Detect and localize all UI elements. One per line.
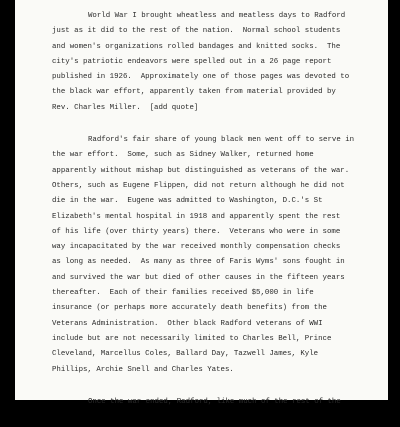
text-line: include but are not necessarily limited to Charles Bell, Prince — [52, 334, 332, 343]
text-line: as long as needed. As many as three of Faris Wyms' sons fought in — [52, 258, 345, 267]
text-line: and survived the war but died of other causes in the fifteen years — [52, 273, 345, 282]
text-line: Veterans Administration. Other black Radford veterans of WWI — [52, 319, 323, 328]
text-line: Cleveland, Marcellus Coles, Ballard Day, Tazwell James, Kyle — [52, 350, 319, 359]
document-page — [15, 0, 388, 406]
text-line: World War I brought wheatless and meatless days to Radford — [88, 12, 346, 20]
text-line: of his life (over thirty years) there. Veterans who were in some — [52, 227, 341, 236]
paragraph-2 — [52, 133, 367, 378]
text-line: and women's organizations rolled bandages and knitted socks. The — [52, 42, 341, 51]
text-line: the black war effort, apparently taken from material provided by — [52, 88, 336, 97]
text-line: the war effort. Some, such as Sidney Walker, returned home — [52, 151, 314, 160]
text-line: Others, such as Eugene Flippen, did not return although he did not — [52, 181, 345, 190]
text-line: insurance (or perhaps more accurately death benefits) from the — [52, 304, 327, 313]
text-line: city's patriotic endeavors were spelled out in a 26 page report — [52, 57, 332, 66]
text-line: Rev. Charles Miller. [add quote] — [52, 103, 199, 112]
text-line: just as it did to the rest of the nation. Normal school students — [52, 27, 341, 36]
paragraph-1 — [52, 9, 367, 116]
text-line: thereafter. Each of their families received $5,000 in life — [52, 289, 314, 298]
text-line: Radford's fair share of young black men went off to serve in — [88, 136, 355, 145]
text-line: die in the war. Eugene was admitted to Washington, D.C.'s St — [52, 197, 323, 206]
text-line: Once the war ended, Radford, like much of the rest of the — [88, 397, 341, 406]
text-line: Elizabeth's mental hospital in 1918 and apparently spent the rest — [52, 212, 341, 221]
text-line: way incapacitated by the war received monthly compensation checks — [52, 243, 341, 252]
text-line: Phillips, Archie Snell and Charles Yates. — [52, 365, 234, 374]
text-line: apparently without mishap but distinguished as veterans of the war. — [52, 166, 350, 175]
paragraph-3 — [52, 395, 367, 410]
document-body — [52, 9, 367, 427]
text-line: published in 1926. Approximately one of those pages was devoted to — [52, 73, 350, 82]
